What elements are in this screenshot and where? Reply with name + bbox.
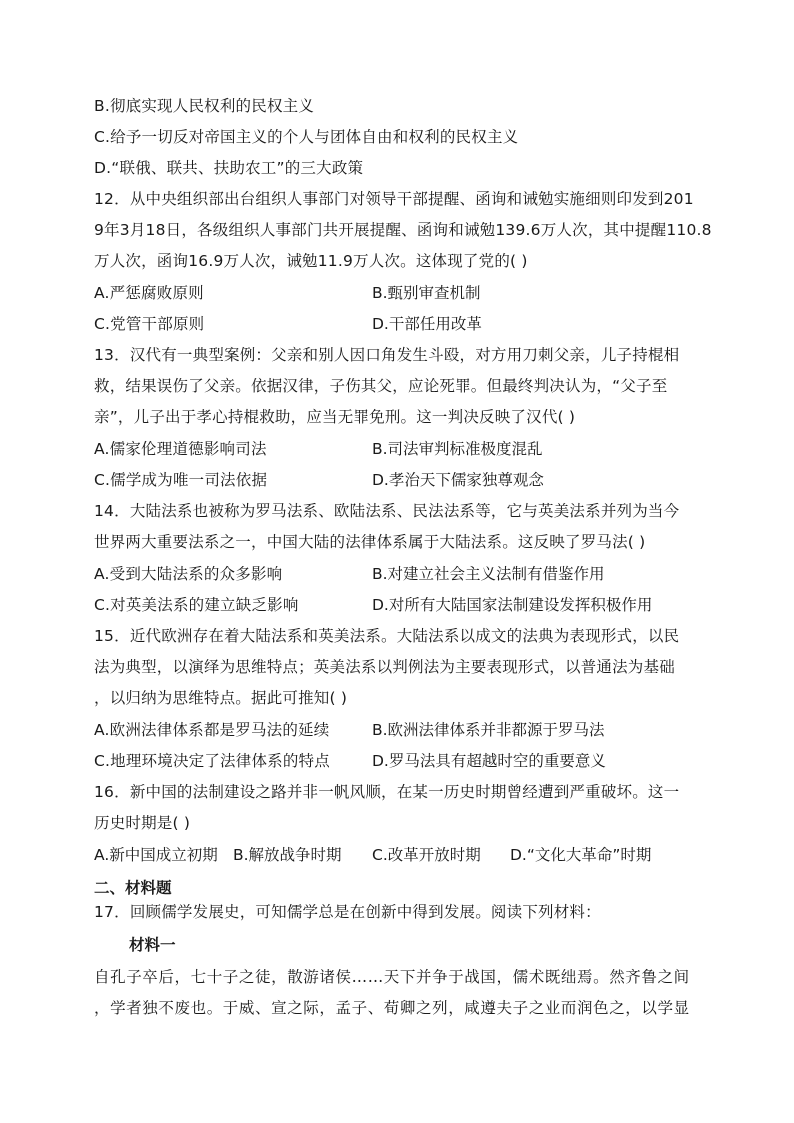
- q13-option-a: A.儒家伦理道德影响司法: [94, 440, 267, 458]
- q12-stem-line-1: 12．从中央组织部出台组织人事部门对领导干部提醒、函询和诫勉实施细则印发到201: [94, 190, 694, 208]
- q13-stem-line-1: 13．汉代有一典型案例：父亲和别人因口角发生斗殴，对方用刀刺父亲，儿子持棍相: [94, 346, 680, 364]
- q11-option-d: D.“联俄、联共、扶助农工”的三大政策: [94, 159, 364, 177]
- q13-option-b: B.司法审判标准极度混乱: [372, 440, 543, 458]
- q12-stem-line-3: 万人次，函询16.9万人次，诫勉11.9万人次。这体现了党的( ): [94, 252, 528, 270]
- q13-stem-line-3: 亲”，儿子出于孝心持棍救助，应当无罪免刑。这一判决反映了汉代( ): [94, 408, 576, 426]
- q15-option-b: B.欧洲法律体系并非都源于罗马法: [372, 721, 605, 739]
- q12-option-b: B.甄别审查机制: [372, 284, 481, 302]
- q11-option-b: B.彻底实现人民权利的民权主义: [94, 97, 315, 115]
- q15-option-c: C.地理环境决定了法律体系的特点: [94, 752, 330, 770]
- q15-option-a: A.欧洲法律体系都是罗马法的延续: [94, 721, 330, 739]
- q16-option-b: B.解放战争时期: [233, 846, 342, 864]
- q16-option-a: A.新中国成立初期: [94, 846, 218, 864]
- material-text-line-2: ，学者独不废也。于威、宣之际，孟子、荀卿之列，咸遵夫子之业而润色之，以学显: [94, 999, 690, 1017]
- material-text-line-1: 自孔子卒后，七十子之徒，散游诸侯……天下并争于战国，儒术既绌焉。然齐鲁之间: [94, 968, 690, 986]
- q15-option-d: D.罗马法具有超越时空的重要意义: [372, 752, 606, 770]
- q11-option-c: C.给予一切反对帝国主义的个人与团体自由和权利的民权主义: [94, 128, 519, 146]
- q12-stem-line-2: 9年3月18日，各级组织人事部门共开展提醒、函询和诫勉139.6万人次，其中提醒110.8: [94, 221, 712, 239]
- q14-option-a: A.受到大陆法系的众多影响: [94, 565, 283, 583]
- q13-stem-line-2: 救，结果误伤了父亲。依据汉律，子伤其父，应论死罪。但最终判决认为，“父子至: [94, 377, 668, 395]
- q15-stem-line-1: 15．近代欧洲存在着大陆法系和英美法系。大陆法系以成文的法典为表现形式，以民: [94, 627, 680, 645]
- q14-option-d: D.对所有大陆国家法制建设发挥积极作用: [372, 596, 653, 614]
- q14-stem-line-2: 世界两大重要法系之一，中国大陆的法律体系属于大陆法系。这反映了罗马法( ): [94, 533, 646, 551]
- q14-option-c: C.对英美法系的建立缺乏影响: [94, 596, 299, 614]
- q13-option-c: C.儒学成为唯一司法依据: [94, 471, 268, 489]
- q13-option-d: D.孝治天下儒家独尊观念: [372, 471, 544, 489]
- q15-stem-line-2: 法为典型，以演绎为思维特点；英美法系以判例法为主要表现形式，以普通法为基础: [94, 658, 675, 676]
- q14-stem-line-1: 14．大陆法系也被称为罗马法系、欧陆法系、民法法系等，它与英美法系并列为当今: [94, 502, 680, 520]
- q16-option-c: C.改革开放时期: [372, 846, 481, 864]
- section-heading: 二、材料题: [94, 879, 172, 897]
- q16-option-d: D.“文化大革命”时期: [510, 846, 652, 864]
- q16-stem-line-1: 16．新中国的法制建设之路并非一帆风顺，在某一历史时期曾经遭到严重破坏。这一: [94, 783, 680, 801]
- q14-option-b: B.对建立社会主义法制有借鉴作用: [372, 565, 605, 583]
- material-title: 材料一: [129, 935, 176, 954]
- q12-option-c: C.党管干部原则: [94, 315, 205, 333]
- q12-option-d: D.干部任用改革: [372, 315, 482, 333]
- q16-stem-line-2: 历史时期是( ): [94, 814, 191, 832]
- q17-intro: 17．回顾儒学发展史，可知儒学总是在创新中得到发展。阅读下列材料：: [94, 903, 601, 921]
- q15-stem-line-3: ，以归纳为思维特点。据此可推知( ): [94, 689, 348, 707]
- q12-option-a: A.严惩腐败原则: [94, 284, 204, 302]
